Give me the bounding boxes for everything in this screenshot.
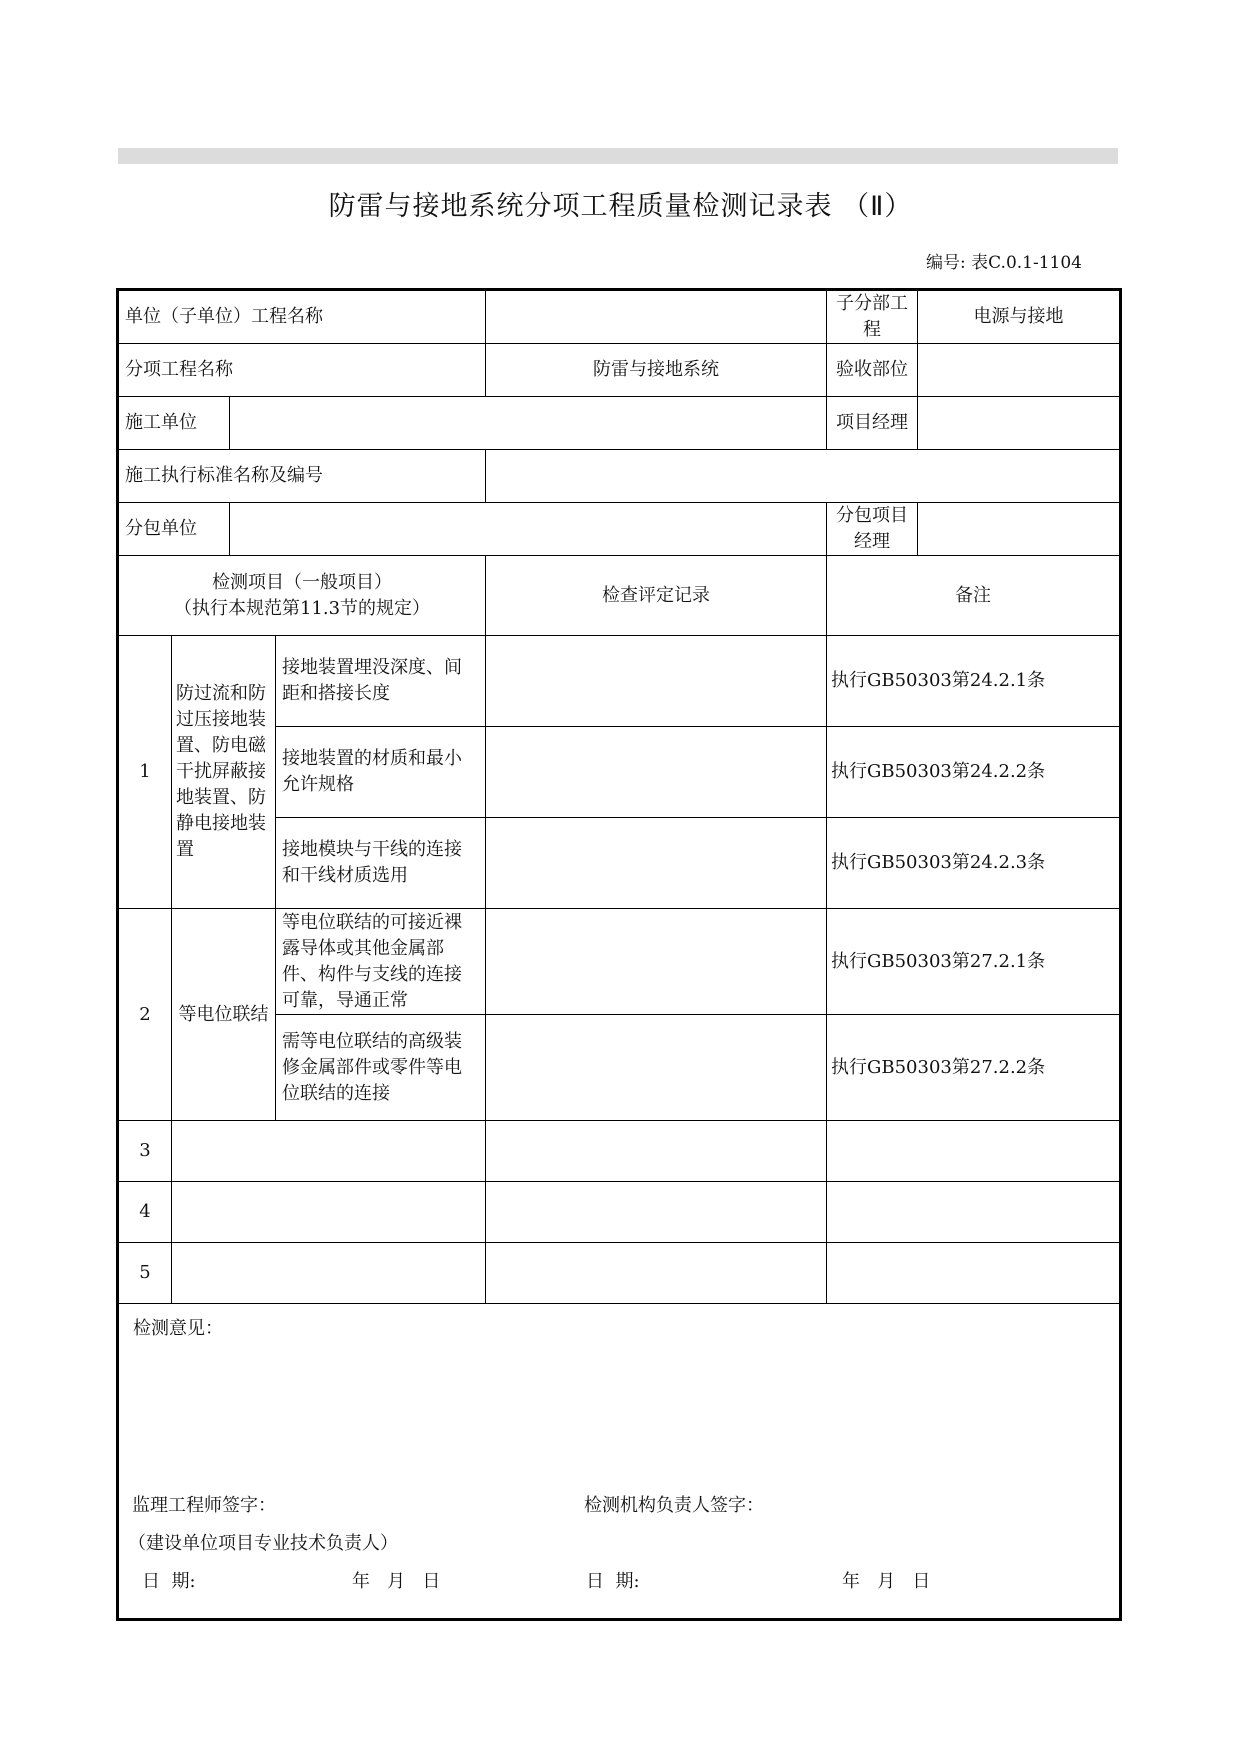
sub-project-manager-value[interactable] (918, 503, 1121, 556)
acceptance-part-label: 验收部位 (827, 344, 918, 397)
acceptance-part-value[interactable] (918, 344, 1121, 397)
empty-item-cell[interactable] (172, 1121, 486, 1182)
empty-item-cell[interactable] (172, 1182, 486, 1243)
sub-item-label: 分项工程名称 (118, 344, 486, 397)
check-record-cell[interactable] (486, 636, 827, 727)
row-number: 4 (118, 1182, 172, 1243)
sub-division-value[interactable]: 电源与接地 (918, 290, 1121, 344)
subcontractor-value[interactable] (230, 503, 827, 556)
date-left-ymd: 年 月 日 (352, 1571, 441, 1592)
remark-cell: 执行GB50303第24.2.3条 (827, 818, 1121, 909)
standard-label: 施工执行标准名称及编号 (118, 450, 486, 503)
inspection-record-table (116, 288, 1122, 1621)
top-gray-bar (118, 148, 1118, 164)
column-header-item-line1: 检测项目（一般项目） (212, 571, 392, 593)
unit-project-label: 单位（子单位）工程名称 (118, 290, 486, 344)
remark-cell: 执行GB50303第24.2.2条 (827, 727, 1121, 818)
agency-sign-label: 检测机构负责人签字： (584, 1495, 764, 1516)
remark-cell: 执行GB50303第24.2.1条 (827, 636, 1121, 727)
check-item: 接地装置的材质和最小允许规格 (276, 727, 486, 818)
check-item: 需等电位联结的高级装修金属部件或零件等电位联结的连接 (276, 1015, 486, 1121)
construction-unit-label: 施工单位 (118, 397, 230, 450)
empty-remark-cell[interactable] (827, 1243, 1121, 1304)
sub-project-manager-label: 分包项目经理 (827, 503, 918, 556)
check-item: 接地装置埋没深度、间距和搭接长度 (276, 636, 486, 727)
check-record-cell[interactable] (486, 909, 827, 1015)
column-header-remark: 备注 (827, 556, 1121, 636)
date-left-label: 日 期: (142, 1571, 196, 1592)
group-name: 等电位联结 (172, 909, 276, 1121)
empty-record-cell[interactable] (486, 1121, 827, 1182)
group-number: 2 (118, 909, 172, 1121)
group-number: 1 (118, 636, 172, 909)
page-title: 防雷与接地系统分项工程质量检测记录表 （Ⅱ） (328, 191, 913, 222)
empty-remark-cell[interactable] (827, 1182, 1121, 1243)
opinion-label: 检测意见： (133, 1318, 223, 1339)
row-number: 3 (118, 1121, 172, 1182)
empty-record-cell[interactable] (486, 1243, 827, 1304)
standard-value[interactable] (486, 450, 1121, 503)
empty-record-cell[interactable] (486, 1182, 827, 1243)
date-right-ymd: 年 月 日 (842, 1571, 931, 1592)
supervisor-sign-label: 监理工程师签字： (132, 1495, 276, 1516)
subcontractor-label: 分包单位 (118, 503, 230, 556)
remark-cell: 执行GB50303第27.2.1条 (827, 909, 1121, 1015)
project-manager-label: 项目经理 (827, 397, 918, 450)
sub-division-label: 子分部工程 (827, 290, 918, 344)
check-record-cell[interactable] (486, 1015, 827, 1121)
column-header-item (118, 556, 486, 636)
empty-item-cell[interactable] (172, 1243, 486, 1304)
remark-cell: 执行GB50303第27.2.2条 (827, 1015, 1121, 1121)
group-name: 防过流和防过压接地装置、防电磁干扰屏蔽接地装置、防静电接地装置 (172, 636, 276, 909)
column-header-item-line2: （执行本规范第11.3节的规定） (173, 597, 431, 619)
check-item: 等电位联结的可接近裸露导体或其他金属部件、构件与支线的连接可靠，导通正常 (276, 909, 486, 1015)
date-right-label: 日 期: (586, 1571, 640, 1592)
project-manager-value[interactable] (918, 397, 1121, 450)
empty-remark-cell[interactable] (827, 1121, 1121, 1182)
supervisor-note: （建设单位项目专业技术负责人） (128, 1533, 398, 1554)
check-record-cell[interactable] (486, 818, 827, 909)
check-item: 接地模块与干线的连接和干线材质选用 (276, 818, 486, 909)
column-header-record: 检查评定记录 (486, 556, 827, 636)
row-number: 5 (118, 1243, 172, 1304)
construction-unit-value[interactable] (230, 397, 827, 450)
document-number: 编号: 表C.0.1-1104 (926, 253, 1082, 273)
check-record-cell[interactable] (486, 727, 827, 818)
unit-project-value[interactable] (486, 290, 827, 344)
sub-item-value[interactable]: 防雷与接地系统 (486, 344, 827, 397)
